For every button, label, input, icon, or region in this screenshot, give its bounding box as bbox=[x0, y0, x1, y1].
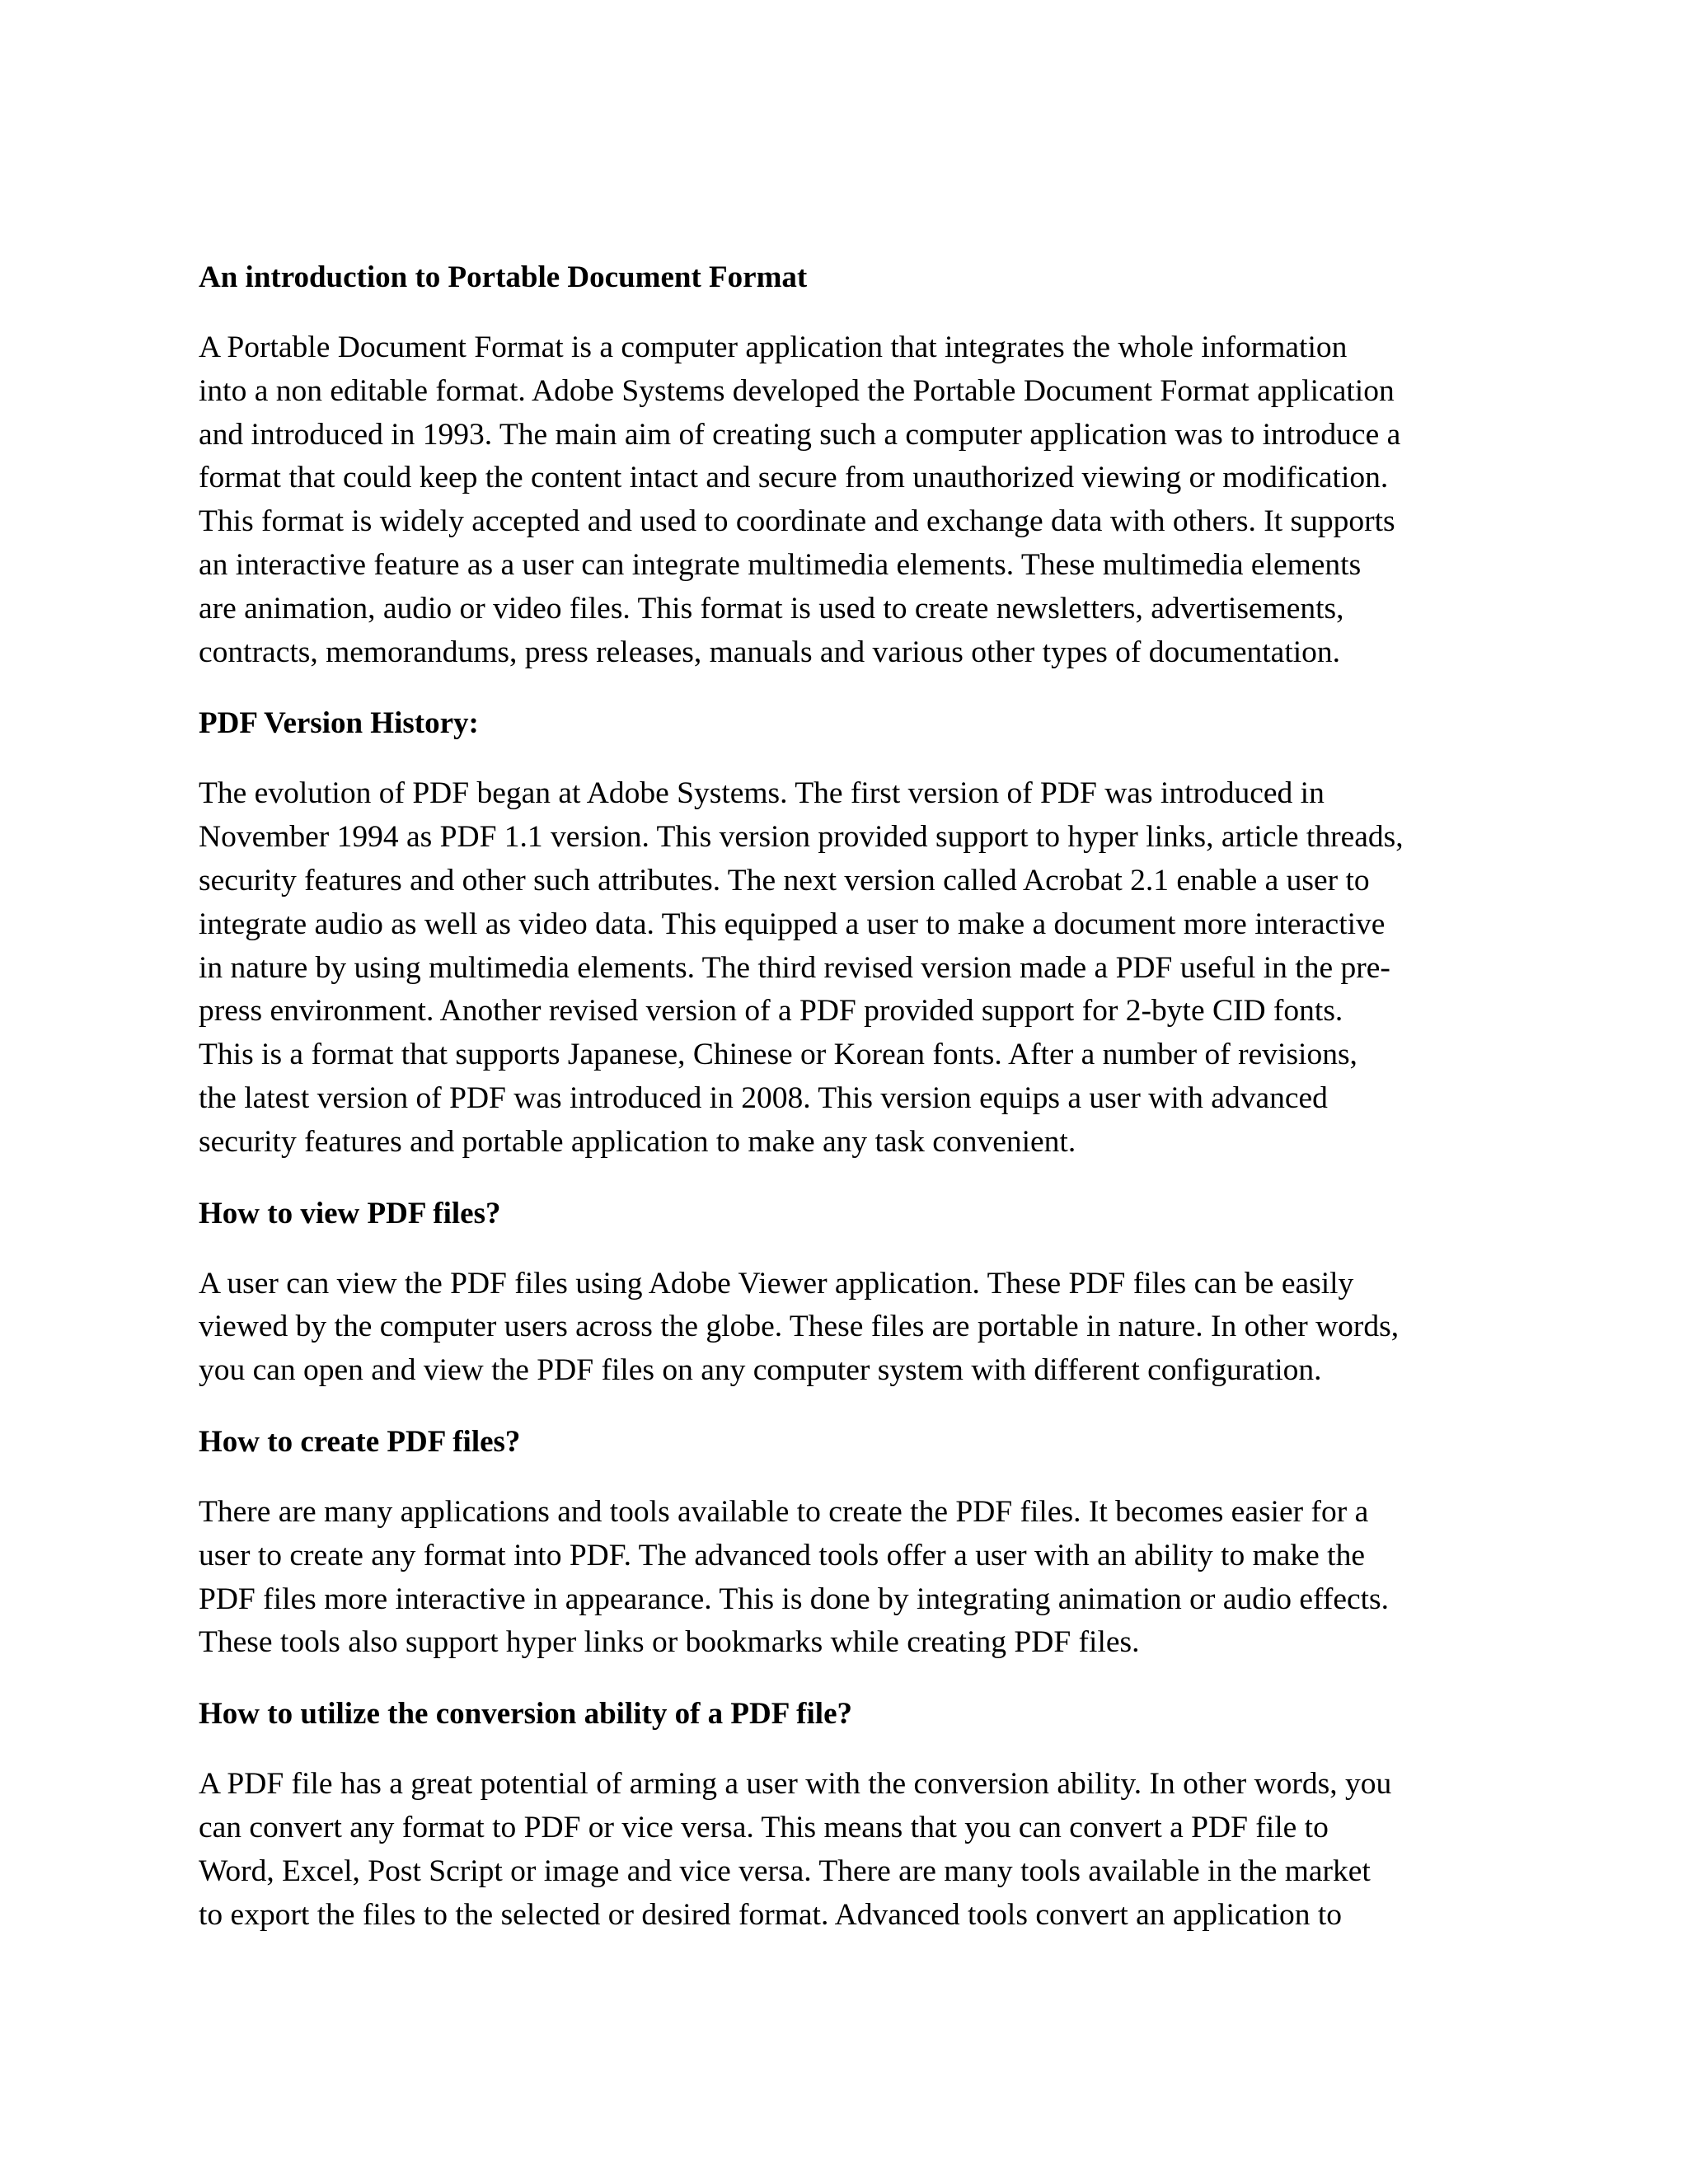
text-line: These tools also support hyper links or bookmarks while creating PDF files. bbox=[199, 1625, 1140, 1660]
section-create-pdf bbox=[199, 1420, 1493, 1665]
text-line: viewed by the computer users across the globe. These files are portable in nature. In other words, bbox=[199, 1310, 1400, 1344]
paragraph bbox=[199, 326, 1493, 674]
text-line: the latest version of PDF was introduced in 2008. This version equips a user with advanced bbox=[199, 1080, 1328, 1115]
text-line: into a non editable format. Adobe Systems developed the Portable Document Format application bbox=[199, 373, 1395, 408]
section-heading: How to create PDF files? bbox=[199, 1424, 521, 1459]
text-line: A user can view the PDF files using Adobe Viewer application. These PDF files can be easily bbox=[199, 1266, 1354, 1301]
section-introduction bbox=[199, 255, 1493, 674]
text-line: security features and portable application to make any task convenient. bbox=[199, 1124, 1076, 1159]
text-line: Word, Excel, Post Script or image and vice versa. There are many tools available in the market bbox=[199, 1854, 1371, 1888]
text-line: in nature by using multimedia elements. The third revised version made a PDF useful in the pre- bbox=[199, 950, 1390, 985]
section-conversion bbox=[199, 1692, 1493, 1937]
text-line: user to create any format into PDF. The advanced tools offer a user with an ability to make the bbox=[199, 1538, 1365, 1572]
text-line: A Portable Document Format is a computer application that integrates the whole information bbox=[199, 330, 1348, 364]
paragraph bbox=[199, 1491, 1493, 1665]
section-heading: How to view PDF files? bbox=[199, 1196, 501, 1230]
text-line: contracts, memorandums, press releases, manuals and various other types of documentation. bbox=[199, 635, 1341, 669]
text-line: PDF files more interactive in appearance. This is done by integrating animation or audio effects. bbox=[199, 1582, 1390, 1616]
paragraph bbox=[199, 1763, 1493, 1937]
section-heading: PDF Version History: bbox=[199, 706, 479, 741]
text-line: This format is widely accepted and used to coordinate and exchange data with others. It supports bbox=[199, 504, 1395, 539]
text-line: The evolution of PDF began at Adobe Systems. The first version of PDF was introduced in bbox=[199, 776, 1325, 811]
section-view-pdf bbox=[199, 1192, 1493, 1393]
text-line: format that could keep the content intact and secure from unauthorized viewing or modification. bbox=[199, 461, 1389, 495]
text-line: A PDF file has a great potential of arming a user with the conversion ability. In other words, you bbox=[199, 1767, 1392, 1802]
paragraph bbox=[199, 1263, 1493, 1393]
section-heading: An introduction to Portable Document Format bbox=[199, 260, 808, 294]
text-line: an interactive feature as a user can integrate multimedia elements. These multimedia elements bbox=[199, 547, 1362, 582]
paragraph bbox=[199, 772, 1493, 1164]
text-line: November 1994 as PDF 1.1 version. This version provided support to hyper links, article threads, bbox=[199, 820, 1404, 855]
text-line: can convert any format to PDF or vice versa. This means that you can convert a PDF file to bbox=[199, 1810, 1329, 1844]
text-line: integrate audio as well as video data. This equipped a user to make a document more interactive bbox=[199, 907, 1386, 941]
text-line: press environment. Another revised version of a PDF provided support for 2-byte CID fonts. bbox=[199, 994, 1343, 1029]
text-line: This is a format that supports Japanese, Chinese or Korean fonts. After a number of revisions, bbox=[199, 1038, 1357, 1072]
text-line: security features and other such attributes. The next version called Acrobat 2.1 enable a user to bbox=[199, 863, 1370, 898]
text-line: you can open and view the PDF files on any computer system with different configuration. bbox=[199, 1353, 1322, 1388]
text-line: are animation, audio or video files. This format is used to create newsletters, advertisements, bbox=[199, 591, 1344, 626]
document-body bbox=[199, 255, 1493, 1964]
text-line: to export the files to the selected or desired format. Advanced tools convert an application to bbox=[199, 1897, 1343, 1932]
section-version-history bbox=[199, 701, 1493, 1164]
text-line: There are many applications and tools available to create the PDF files. It becomes easier for a bbox=[199, 1494, 1369, 1529]
section-heading: How to utilize the conversion ability of a PDF file? bbox=[199, 1697, 852, 1732]
text-line: and introduced in 1993. The main aim of creating such a computer application was to introduce a bbox=[199, 417, 1401, 452]
